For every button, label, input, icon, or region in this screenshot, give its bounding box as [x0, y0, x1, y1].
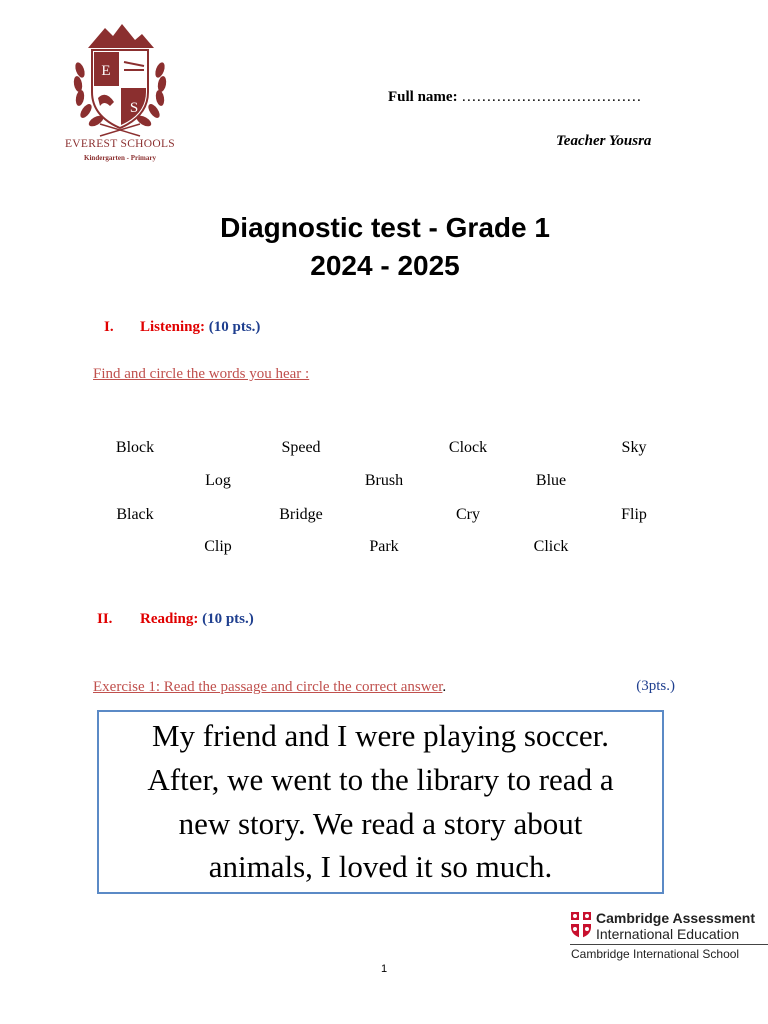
- word-item: Bridge: [279, 506, 323, 523]
- word-item: Clip: [204, 538, 232, 555]
- word-item: Click: [533, 538, 569, 555]
- passage-line: After, we went to the library to read a: [147, 762, 614, 797]
- cambridge-shield-icon: [570, 911, 592, 939]
- passage-line: My friend and I were playing soccer.: [151, 718, 610, 753]
- school-name: EVEREST SCHOOLS: [64, 138, 176, 150]
- word-item: Sky: [621, 439, 647, 456]
- section-reading-heading: [97, 611, 254, 628]
- divider: [570, 944, 768, 945]
- teacher-name: Teacher Yousra: [556, 133, 652, 149]
- school-subtitle: Kindergarten - Primary: [84, 154, 156, 162]
- word-item: Log: [205, 472, 231, 489]
- full-name-field: [388, 89, 641, 106]
- page-title: Diagnostic test - Grade 1: [220, 212, 550, 243]
- section-number: II.: [97, 611, 113, 627]
- cambridge-line1: Cambridge Assessment: [596, 910, 755, 926]
- word-item: Blue: [535, 472, 567, 489]
- section-name: Listening:: [140, 319, 206, 335]
- section-points: (10 pts.): [208, 319, 261, 335]
- school-logo: [60, 20, 180, 170]
- cambridge-logo: [570, 910, 768, 970]
- passage-line: animals, I loved it so much.: [208, 849, 553, 884]
- word-item: Speed: [281, 439, 321, 456]
- svg-text:S: S: [129, 100, 139, 116]
- exercise-1-instruction: Exercise 1: Read the passage and circle the correct answer: [93, 679, 443, 695]
- word-item: Park: [369, 538, 399, 555]
- reading-passage-box: [97, 710, 664, 894]
- word-item: Clock: [448, 439, 488, 456]
- full-name-blank: ………………………………: [461, 89, 642, 105]
- svg-text:E: E: [101, 63, 111, 79]
- page-number: 1: [380, 963, 388, 975]
- word-item: Brush: [364, 472, 404, 489]
- listening-instruction: Find and circle the words you hear :: [93, 366, 310, 382]
- exercise-1-row: [93, 678, 683, 696]
- exercise-1-points: (3pts.): [636, 678, 675, 694]
- full-name-label: Full name:: [388, 89, 458, 105]
- word-item: Flip: [621, 506, 647, 523]
- passage-line: new story. We read a story about: [178, 806, 583, 841]
- exercise-1-period: .: [442, 679, 447, 695]
- section-points: (10 pts.): [202, 611, 254, 627]
- section-listening-heading: [104, 319, 260, 336]
- word-item: Cry: [456, 506, 480, 523]
- school-crest-icon: [60, 20, 180, 138]
- cambridge-line3: Cambridge International School: [571, 947, 740, 961]
- word-item: Black: [116, 506, 154, 523]
- section-name: Reading:: [140, 611, 199, 627]
- page-subtitle-year: 2024 - 2025: [310, 250, 460, 281]
- section-number: I.: [104, 319, 114, 335]
- cambridge-line2: International Education: [596, 926, 740, 942]
- word-item: Block: [115, 439, 155, 456]
